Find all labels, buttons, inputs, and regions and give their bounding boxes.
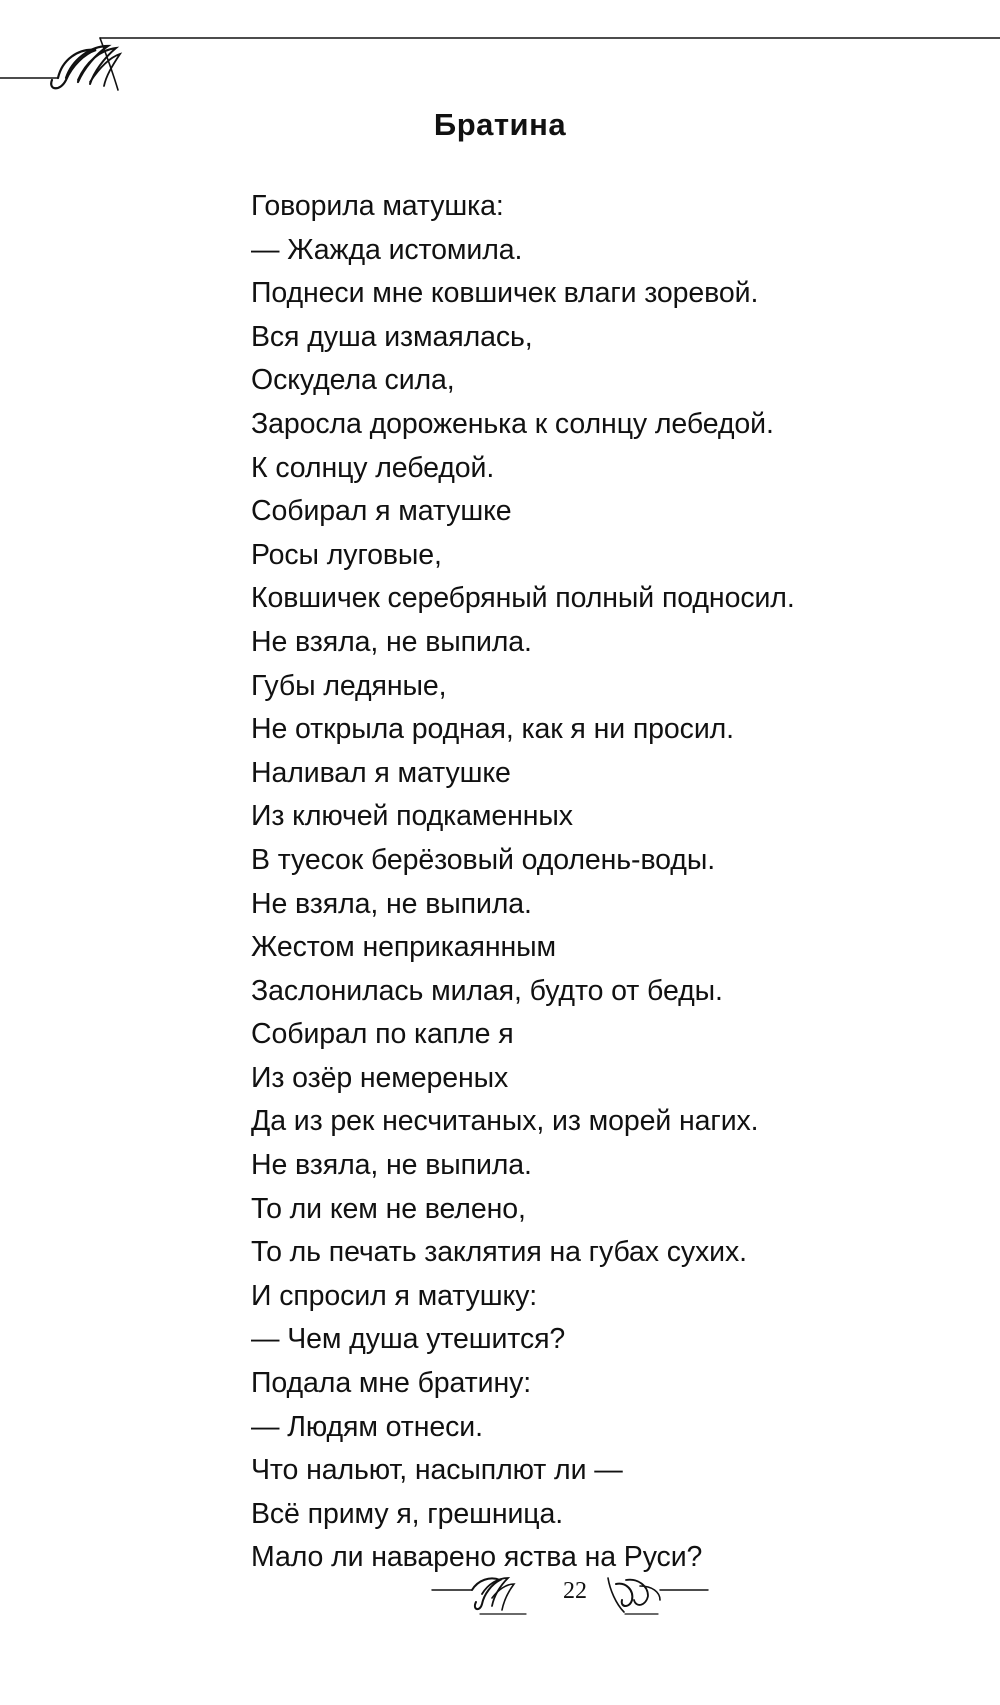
poem-line: Заслонилась милая, будто от беды. [251, 974, 723, 1007]
poem-line: Не взяла, не выпила. [251, 625, 532, 658]
poem-line: Подала мне братину: [251, 1367, 532, 1400]
poem-line: Не открыла родная, как я ни просил. [251, 713, 735, 746]
poem-line: — Чем душа утешится? [251, 1323, 566, 1356]
poem-line: Не взяла, не выпила. [251, 887, 532, 920]
poem-line: Росы луговые, [251, 538, 442, 571]
poem-line: Что нальют, насыплют ли — [251, 1454, 623, 1487]
page-number: 22 [563, 1578, 587, 1604]
poem-line: Вся душа измаялась, [251, 320, 533, 353]
poem-line: К солнцу лебедой. [251, 451, 495, 484]
poem-title: Братина [433, 107, 567, 142]
poem-line: И спросил я матушку: [251, 1279, 538, 1312]
poem-line: Жестом неприкаянным [251, 931, 556, 964]
header-flourish-ornament-icon [0, 30, 1000, 100]
poem-line: Говорила матушка: [251, 190, 504, 222]
poem-line: Поднеси мне ковшичек влаги зоревой. [251, 277, 759, 310]
poem-line: Из ключей подкаменных [251, 800, 573, 833]
poem-line: — Жажда истомила. [251, 233, 523, 266]
poem-line: Мало ли наварено яства на Руси? [251, 1541, 703, 1574]
poem-line: Собирал по капле я [251, 1018, 514, 1051]
poem-line: — Людям отнеси. [251, 1410, 483, 1443]
poem-line: Наливал я матушке [251, 756, 511, 789]
poem-line: Собирал я матушке [251, 495, 512, 528]
poem-line: Губы ледяные, [251, 669, 447, 702]
poem-lines [251, 185, 795, 1580]
poem-line: В туесок берёзовый одолень-воды. [251, 843, 716, 876]
poem-line: То ли кем не велено, [251, 1192, 526, 1225]
poem-line: Да из рек несчитаных, из морей нагих. [251, 1105, 759, 1138]
poem-line: Из озёр немереных [251, 1061, 509, 1094]
poem-line: Заросла дороженька к солнцу лебедой. [251, 407, 774, 440]
poem-line: Ковшичек серебряный полный подносил. [251, 582, 795, 615]
poem-line: Всё приму я, грешница. [251, 1497, 564, 1530]
poem-line: Оскудела сила, [251, 364, 455, 397]
poem-line: То ль печать заклятия на губах сухих. [251, 1236, 747, 1269]
poem-line: Не взяла, не выпила. [251, 1149, 532, 1182]
